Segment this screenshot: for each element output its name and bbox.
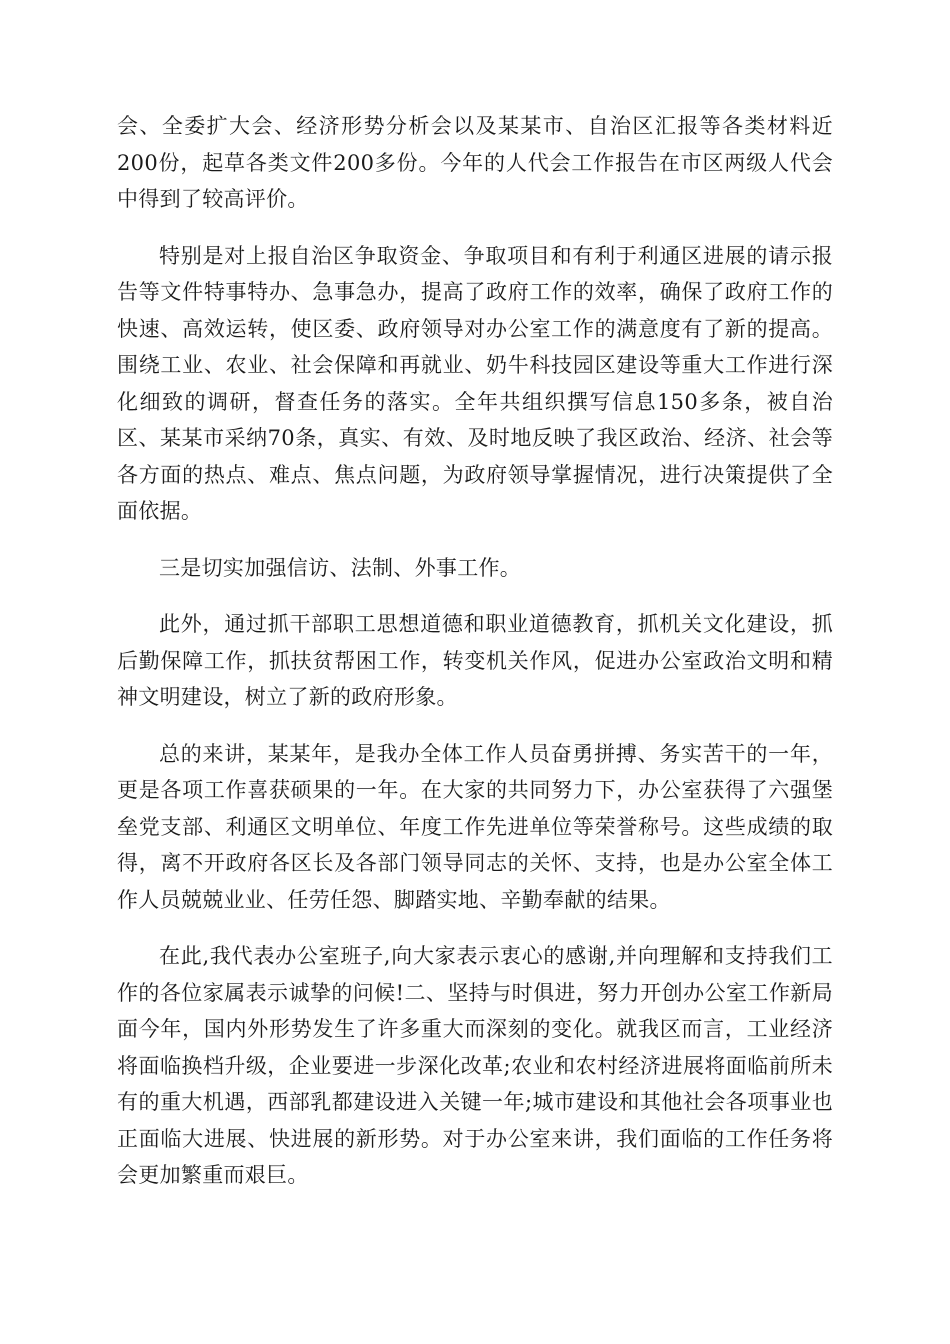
paragraph-6: 在此,我代表办公室班子,向大家表示衷心的感谢,并向理解和支持我们工作的各位家属表示诚挚的问候!二、坚持与时俱进，努力开创办公室工作新局面今年，国内外形势发生了许多重大而深刻的变化。就我区而言，工业经济将面临换档升级，企业要进一步深化改革;农业和农村经济进展将面临前所未有的重大机遇，西部乳都建设进入关键一年;城市建设和其他社会各项事业也正面临大进展、快进展的新形势。对于办公室来讲，我们面临的工作任务将会更加繁重而艰巨。 (117, 944, 833, 1187)
paragraph-5: 总的来讲，某某年，是我办全体工作人员奋勇拼搏、务实苦干的一年，更是各项工作喜获硕果的一年。在大家的共同努力下，办公室获得了六强堡垒党支部、利通区文明单位、年度工作先进单位等荣誉称号。这些成绩的取得，离不开政府各区长及各部门领导同志的关怀、支持，也是办公室全体工作人员兢兢业业、任劳任怨、脚踏实地、辛勤奉献的结果。 (117, 741, 833, 912)
paragraph-3: 三是切实加强信访、法制、外事工作。 (159, 555, 522, 580)
paragraph-2: 特别是对上报自治区争取资金、争取项目和有利于利通区进展的请示报告等文件特事特办、急事急办，提高了政府工作的效率，确保了政府工作的快速、高效运转，使区委、政府领导对办公室工作的满意度有了新的提高。围绕工业、农业、社会保障和再就业、奶牛科技园区建设等重大工作进行深化细致的调研，督查任务的落实。全年共组织撰写信息150多条，被自治区、某某市采纳70条，真实、有效、及时地反映了我区政治、经济、社会等各方面的热点、难点、焦点问题，为政府领导掌握情况，进行决策提供了全面依据。 (117, 243, 833, 523)
paragraph-4: 此外，通过抓干部职工思想道德和职业道德教育，抓机关文化建设，抓后勤保障工作，抓扶贫帮困工作，转变机关作风，促进办公室政治文明和精神文明建设，树立了新的政府形象。 (117, 612, 833, 709)
document-page (117, 108, 833, 1214)
paragraph-1: 会、全委扩大会、经济形势分析会以及某某市、自治区汇报等各类材料近200份，起草各类文件200多份。今年的人代会工作报告在市区两级人代会中得到了较高评价。 (117, 114, 833, 211)
